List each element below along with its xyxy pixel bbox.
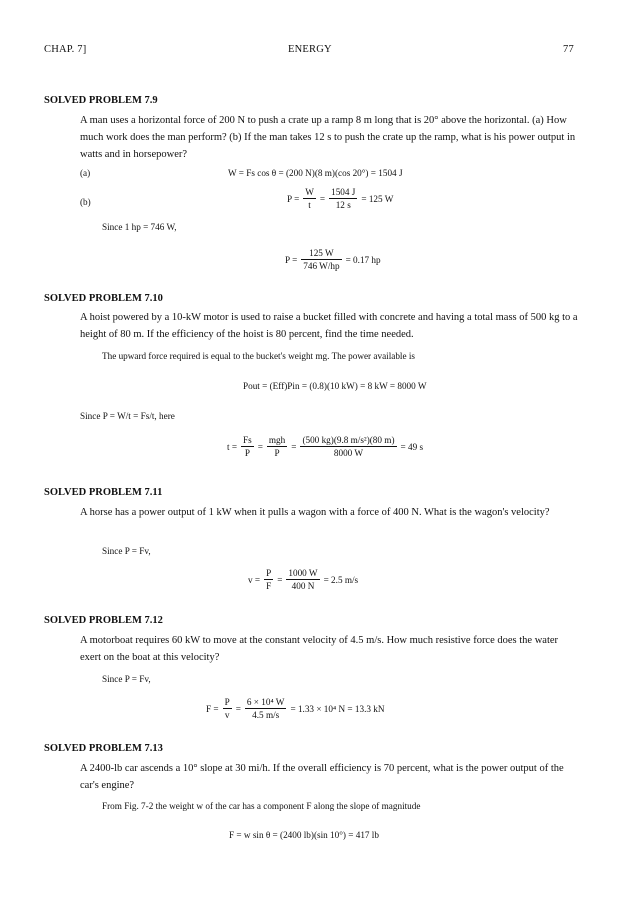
fraction: $\frac{W}{t}$ [305,187,314,210]
fraction: $\frac{\text{6 × 10⁴ W}}{4.5 m/s}$ [246,697,285,720]
problem-7-12-heading: SOLVED PROBLEM 7.12 [44,615,163,626]
problem-7-11-heading: SOLVED PROBLEM 7.11 [44,487,163,498]
fraction: $\frac{125 W}{746 W/hp}$ [303,248,340,271]
eq-result: = 49 s [400,441,424,452]
fraction: $\frac{\text{mgh}}{P}$ [268,435,286,458]
problem-7-13-heading: SOLVED PROBLEM 7.13 [44,743,163,754]
problem-7-13-statement: A 2400-lb car ascends a 10° slope at 30 mi/h. If the overall efficiency is 70 percent, what is the power output of the car's engine? [80,763,564,792]
problem-7-12-statement: A motorboat requires 60 kW to move at the constant velocity of 4.5 m/s. How much resistive force does the water exert on the boat at this velocity? [80,635,559,664]
work-equation: W = Fs cos θ = (200 N)(8 m)(cos 20°) = 1504 J [228,168,403,178]
problem-7-9-heading: SOLVED PROBLEM 7.9 [44,95,158,106]
solution-text: Since P = Fv, [102,546,151,556]
part-b-label: (b) [80,197,91,207]
time-equation: t = $\frac{Fs}{P}$ = $\frac{\text{mgh}}{P}$ = $\frac{\text{(500 kg)(9.8 m/s²)(80 m)}}{8000 W}$ = 49 s [227,435,424,458]
force-equation: F = $\frac{P}{v}$ = $\frac{\text{6 × 10⁴ W}}{4.5 m/s}$ = 1.33 × 10⁴ N = 13.3 kN [206,697,385,720]
problem-7-9-statement: A man uses a horizontal force of 200 N to push a crate up a ramp 8 m long that is 20° above the horizontal. (a) How much work does the man perform? (b) If the man takes 12 s to push the crate up the ramp, what is his power output in watts and in horsepower? [80,115,576,161]
solution-text: The upward force required is equal to the bucket's weight mg. The power available is [102,351,415,361]
problem-7-11-statement: A horse has a power output of 1 kW when it pulls a wagon with a force of 400 N. What is the wagon's velocity? [80,507,550,518]
fraction: $\frac{1000 W}{400 N}$ [288,568,318,591]
problem-7-10-statement: A hoist powered by a 10-kW motor is used to raise a bucket filled with concrete and having a total mass of 500 kg to a height of 80 m. If the efficiency of the hoist is 80 percent, find the time needed. [80,312,578,341]
problem-7-10-heading: SOLVED PROBLEM 7.10 [44,293,163,304]
solution-text: Since P = W/t = Fs/t, here [80,411,175,421]
eq-lhs: P = [287,193,300,204]
solution-text: Since P = Fv, [102,674,151,684]
fraction: $\frac{P}{v}$ [224,697,230,720]
solution-text: From Fig. 7-2 the weight w of the car has a component F along the slope of magnitude [102,801,421,811]
velocity-equation: v = $\frac{P}{F}$ = $\frac{1000 W}{400 N}$ = 2.5 m/s [248,568,359,591]
eq-result: = 1.33 × 10⁴ N = 13.3 kN [290,703,385,714]
eq-result: = 0.17 hp [345,254,381,265]
fraction: $\frac{P}{F}$ [266,568,272,591]
fraction: $\frac{Fs}{P}$ [243,435,252,458]
hp-equation: P = $\frac{125 W}{746 W/hp}$ = 0.17 hp [285,248,381,271]
power-available-equation: Pout = (Eff)Pin = (0.8)(10 kW) = 8 kW = 8000 W [243,381,427,391]
eq-result: = 2.5 m/s [323,574,359,585]
chapter-label: CHAP. 7] [44,44,87,55]
power-equation: P = $\frac{W}{t}$ = $\frac{1504 J}{12 s}$ = 125 W [287,187,394,210]
fraction: $\frac{1504 J}{12 s}$ [331,187,356,210]
hp-conversion-note: Since 1 hp = 746 W, [102,222,177,232]
page-number: 77 [563,44,574,55]
part-a-label: (a) [80,168,91,178]
running-title: ENERGY [288,44,332,55]
slope-force-equation: F = w sin θ = (2400 lb)(sin 10°) = 417 lb [229,830,379,840]
eq-result: = 125 W [361,193,394,204]
fraction: $\frac{\text{(500 kg)(9.8 m/s²)(80 m)}}{8000 W}$ [302,435,395,458]
